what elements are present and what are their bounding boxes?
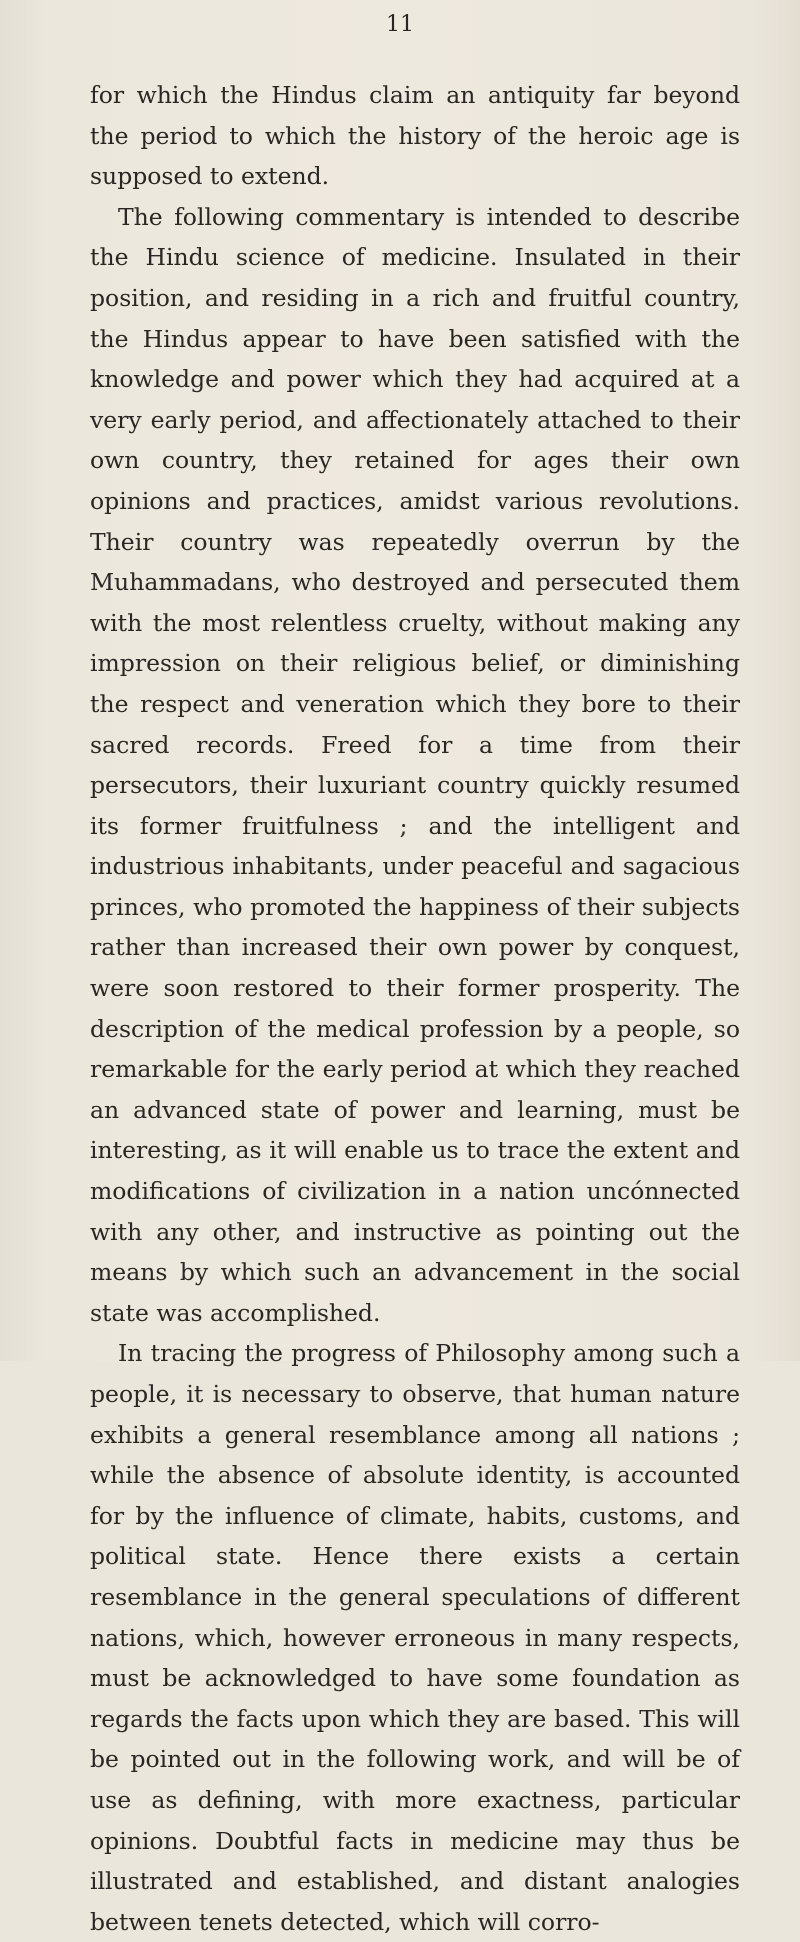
paragraph-commentary-intro: The following commentary is intended to describe the Hindu science of medicine. Insulated in their position, and residing in a rich and fruitful country, the Hindus appear to have been satisfied with the knowledge and power which they had acquired at a very early period, and affectionately attached to their own country, they retained for ages their own opinions and practices, amidst various revolutions. Their country was repeatedly overrun by the Muhammadans, who destroyed and persecuted them with the most relentless cruelty, without making any impression on their religious belief, or diminishing the respect and veneration which they bore to their sacred records. Freed for a time from their persecutors, their luxuriant country quickly resumed its former fruitfulness ; and the intelligent and industrious inhabitants, under peaceful and sagacious princes, who promoted the happiness of their subjects rather than increased their own power by conquest, were soon restored to their former prosperity. The description of the medical profession by a people, so remarkable for the early period at which they reached an advanced state of power and learning, must be interesting, as it will enable us to trace the extent and modifications of civilization in a nation uncónnected with any other, and instructive as pointing out the means by which such an advancement in the social state was accomplished. <box>90 202 740 1327</box>
page-number: 11 <box>386 12 414 37</box>
paragraph-continuation: for which the Hindus claim an antiquity far beyond the period to which the history of the heroic age is supposed to extend. <box>90 81 740 191</box>
body-text <box>90 75 740 1942</box>
paragraph-philosophy: In tracing the progress of Philosophy among such a people, it is necessary to observe, that human nature exhibits a general resemblance among all nations ; while the absence of absolute identity, is accounted for by the influence of climate, habits, customs, and political state. Hence there exists a certain resemblance in the general speculations of different nations, which, however erroneous in many respects, must be acknowledged to have some foundation as regards the facts upon which they are based. This will be pointed out in the following work, and will be of use as defining, with more exactness, particular opinions. Doubtful facts in medicine may thus be illustrated and established, and distant analogies between tenets detected, which will corro- <box>90 1339 740 1936</box>
